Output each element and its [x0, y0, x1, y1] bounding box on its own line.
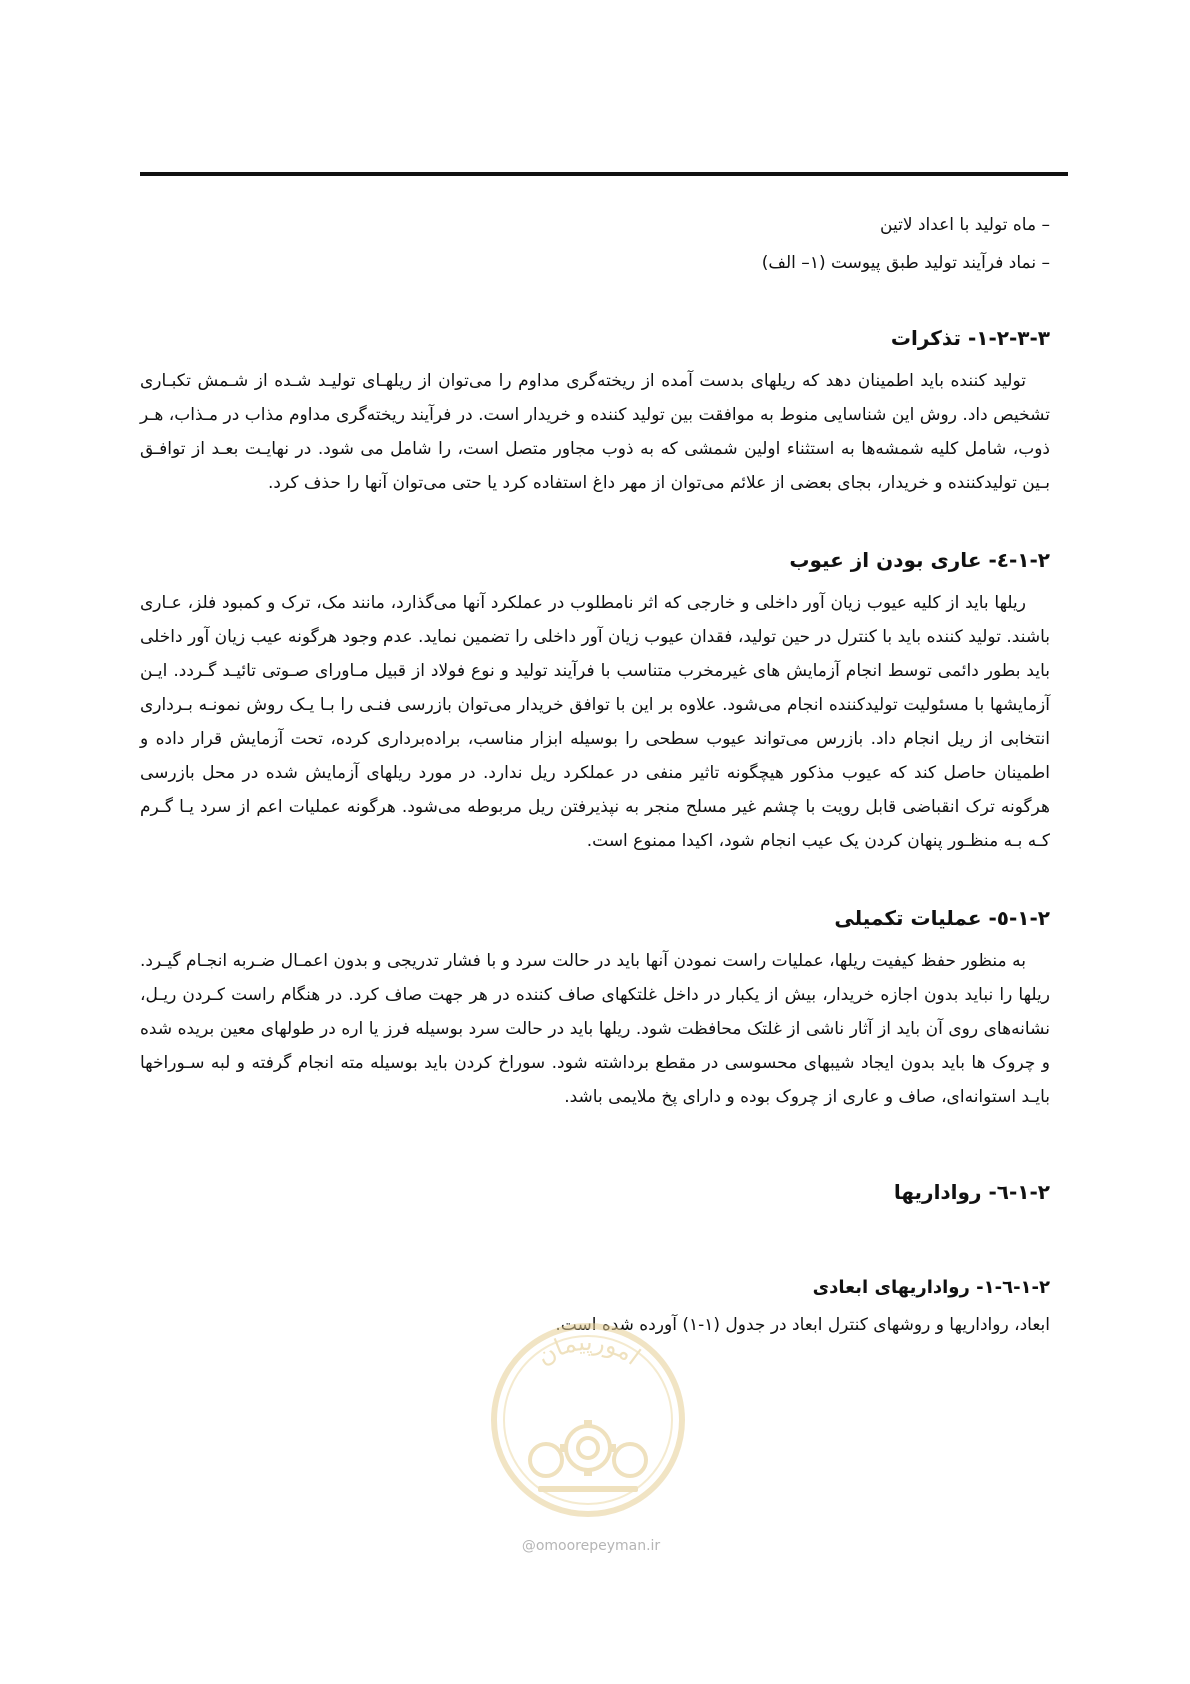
bullet-list: [140, 206, 1050, 282]
section-heading: ۱-۲-٥- عملیات تکمیلی: [834, 906, 1050, 930]
section-tolerances: [140, 1172, 1050, 1212]
subsection-paragraph: ابعاد، رواداریها و روشهای کنترل ابعاد در جدول (۱-۱) آورده شده است.: [555, 1315, 1050, 1335]
section-heading: ۱-۲-٤- عاری بودن از عیوب: [789, 548, 1050, 572]
document-body: [140, 206, 1050, 1342]
bullet-item: – نماد فرآیند تولید طبق پیوست (۱– الف): [761, 253, 1050, 273]
section-heading: ۱-۲-۳-۳- تذکرات: [890, 326, 1050, 350]
bullet-item: – ماه تولید با اعداد لاتین: [880, 215, 1050, 235]
watermark-title: امورپیمان: [531, 1327, 646, 1371]
section-notes: [140, 318, 1050, 500]
header-rule: [140, 172, 1068, 176]
section-paragraph: ریلها باید از کلیه عیوب زیان آور داخلی و خارجی که اثر نامطلوب در عملکرد آنها می‌گذارد، مانند مک، ترک و کمبود فلز، عـاری باشند. تولید کننده باید با کنترل در حین تولید، فقدان عیوب زیان آور داخلی را تضمین نماید. عدم وجود هرگونه عیب زیان آور داخلی باید بطور دائمی توسط انجام آزمایش های غیرمخرب متناسب با فرآیند تولید و نوع فولاد از قبیل مـاورای صـوتی تائیـد گـردد. ایـن آزمایشها با مسئولیت تولیدکننده انجام می‌شود. علاوه بر این با توافق خریدار می‌توان بازرسی فنـی را بـا یـک روش نمونـه بـرداری انتخابی از ریل انجام داد. بازرس می‌تواند عیوب سطحی را بوسیله ابزار مناسب، براده‌برداری کرده، تحت آزمایش قرار داده و اطمینان حاصل کند که عیوب مذکور هیچگونه تاثیر منفی در عملکرد ریل ندارد. در مورد ریلهای آزمایش شده در محل بازرسی هرگونه ترک انقباضی قابل رویت با چشم غیر مسلح منجر به نپذیرفتن ریل مربوطه می‌شود. هرگونه عملیات اعم از سرد یـا گـرم کـه بـه منظـور پنهان کردن یک عیب انجام شود، اکیدا ممنوع است.: [140, 593, 1050, 851]
section-defect-free: [140, 540, 1050, 858]
subsection-heading: ۱-۲-٦-۱- رواداریهای ابعادی: [812, 1277, 1050, 1298]
section-paragraph: به منظور حفظ کیفیت ریلها، عملیات راست نمودن آنها باید در حالت سرد و با فشار تدریجی و بدون اعمـال ضـربه انجـام گیـرد. ریلها را نباید بدون اجازه خریدار، بیش از یکبار در داخل غلتکهای صاف کننده در هر جهت صاف کرد. در هنگام راست کـردن ریـل، نشانه‌های روی آن باید از آثار ناشی از غلتک محافظت شود. ریلها باید در حالت سرد بوسیله فرز یا اره در طولهای معین بریده شده و چروک ها باید بدون ایجاد شیبهای محسوسی در مقطع برداشته شود. سوراخ کردن باید بوسیله مته انجام گرفته و لبه سـوراخها بایـد استوانه‌ای، صاف و عاری از چروک بوده و دارای پخ ملایمی باشد.: [140, 951, 1050, 1107]
watermark-url: @omoorepeyman.ir: [521, 1538, 661, 1554]
watermark-logo: [488, 1320, 688, 1520]
section-finishing: [140, 898, 1050, 1114]
section-heading: ۱-۲-٦- رواداریها: [893, 1180, 1050, 1204]
section-paragraph: تولید کننده باید اطمینان دهد که ریلهای بدست آمده از ریخته‌گری مداوم را می‌توان از ریلهـای تولیـد شـده از شـمش تکبـاری تشخیص داد. روش این شناسایی منوط به موافقت بین تولید کننده و خریدار است. در فرآیند ریخته‌گری مداوم مذاب در مـذاب، هـر ذوب، شامل کلیه شمشه‌ها به استثناء اولین شمشی که به ذوب مجاور متصل است، را شامل می شود. در نهایـت بعـد از توافـق بـین تولیدکننده و خریدار، بجای بعضی از علائم می‌توان از مهر داغ استفاده کرد یا حتی می‌توان آنها را حذف کرد.: [140, 371, 1050, 493]
